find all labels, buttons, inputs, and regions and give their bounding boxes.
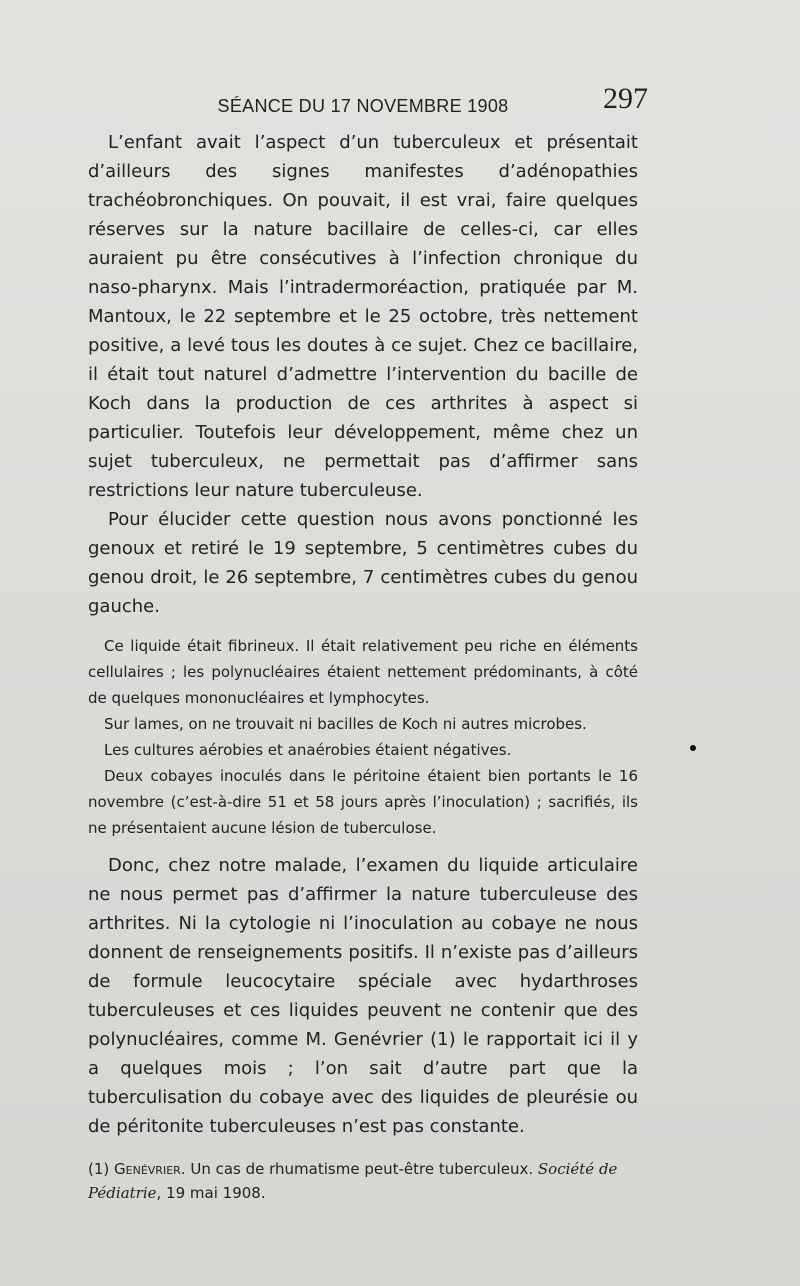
main-text — [88, 128, 638, 621]
conclusion-paragraph: Donc, chez notre malade, l’examen du liquide articulaire ne nous permet pas d’affirmer la nature tuberculeuse des arthrites. Ni la cytologie ni l’inoculation au cobaye ne nous donnent de renseignements positifs. Il n’existe pas d’ailleurs de formule leucocytaire spéciale avec hydarthroses tuberculeuses et ces liquides peuvent ne contenir que des polynucléaires, comme M. Genévrier (1) le rapportait ici il y a quelques mois ; l’on sait d’autre part que la tuberculisation du cobaye avec des liquides de pleurésie ou de péritonite tuberculeuses n’est pas constante. — [88, 855, 638, 1137]
small-paragraph-4: Deux cobayes inoculés dans le péritoine étaient bien portants le 16 novembre (c’est-à-dire 51 et 58 jours après l’inoculation) ; sacrifiés, ils ne présentaient aucune lésion de tuberculose. — [88, 767, 638, 837]
footnote-journal: Société de Pédiatrie — [88, 1160, 618, 1202]
margin-dot-icon — [690, 745, 696, 751]
page-number: 297 — [603, 82, 648, 115]
footnote-date: , 19 mai 1908. — [156, 1184, 266, 1202]
running-head — [88, 82, 648, 128]
small-paragraph-1: Ce liquide était fibrineux. Il était relativement peu riche en éléments cellulaires ; les polynucléaires étaient nettement prédominants, à côté de quelques mononucléaires et lymphocytes. — [88, 637, 638, 707]
paragraph-1: L’enfant avait l’aspect d’un tuberculeux et présentait d’ailleurs des signes manifestes d’adénopathies trachéobronchiques. On pouvait, il est vrai, faire quelques réserves sur la nature bacillaire de celles-ci, car elles auraient pu être consécutives à l’infection chronique du naso-pharynx. Mais l’intradermoréaction, pratiquée par M. Mantoux, le 22 septembre et le 25 octobre, très nettement positive, a levé tous les doutes à ce sujet. Chez ce bacillaire, il était tout naturel d’admettre l’intervention du bacille de Koch dans la production de ces arthrites à aspect si particulier. Toutefois leur développement, même chez un sujet tuberculeux, ne permettait pas d’affirmer sans restrictions leur nature tuberculeuse. — [88, 132, 638, 501]
footnote — [88, 1157, 638, 1205]
conclusion-block — [88, 851, 638, 1141]
small-paragraph-3: Les cultures aérobies et anaérobies étaient négatives. — [104, 741, 512, 759]
paragraph-2: Pour élucider cette question nous avons ponctionné les genoux et retiré le 19 septembre, 5 centimètres cubes du genou droit, le 26 septembre, 7 centimètres cubes du genou gauche. — [88, 509, 638, 617]
footnote-marker: (1) — [88, 1160, 110, 1178]
observation-block — [88, 633, 638, 841]
header-title: SÉANCE DU 17 NOVEMBRE 1908 — [217, 96, 509, 116]
small-paragraph-2: Sur lames, on ne trouvait ni bacilles de Koch ni autres microbes. — [104, 715, 587, 733]
footnote-text: Un cas de rhumatisme peut-être tuberculeux. — [190, 1160, 534, 1178]
footnote-author: Genévrier. — [114, 1160, 186, 1178]
